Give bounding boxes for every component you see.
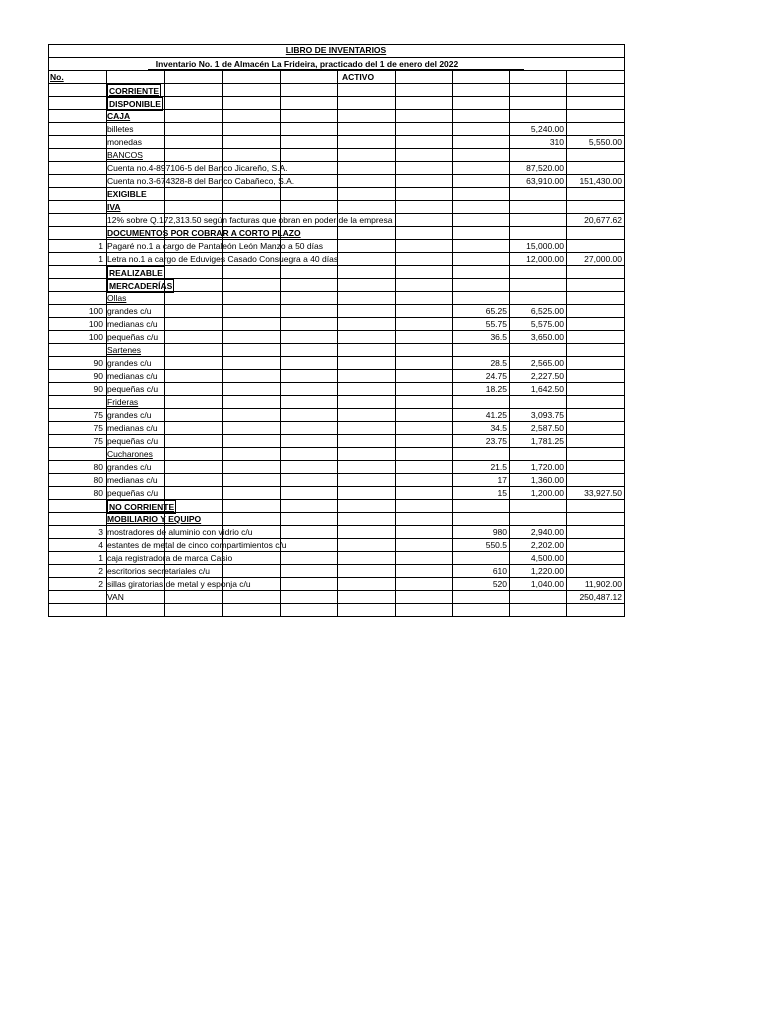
description-cell: monedas	[107, 137, 142, 147]
total-amount-cell: 5,550.00	[588, 137, 622, 147]
total-amount-cell: 11,902.00	[584, 579, 622, 589]
partial-amount-cell: 1,220.00	[530, 566, 564, 576]
column-divider	[395, 70, 396, 616]
total-amount-cell: 20,677.62	[584, 215, 622, 225]
unit-price-cell: 550.5	[485, 540, 507, 550]
table-row	[48, 109, 624, 122]
unit-price-cell: 23.75	[485, 436, 507, 446]
description-cell: NO CORRIENTE	[109, 502, 175, 512]
partial-amount-cell: 2,587.50	[530, 423, 564, 433]
column-divider	[222, 70, 223, 616]
table-row	[48, 590, 624, 603]
description-cell: medianas c/u	[107, 319, 158, 329]
description-cell: pequeñas c/u	[107, 488, 159, 498]
column-divider	[452, 70, 453, 616]
unit-price-cell: 980	[492, 527, 507, 537]
column-header-row	[48, 70, 624, 83]
partial-amount-cell: 87,520.00	[526, 163, 564, 173]
quantity-cell: 80	[93, 462, 103, 472]
table-row	[48, 369, 624, 382]
quantity-cell: 100	[88, 306, 103, 316]
title-row	[48, 44, 624, 57]
partial-amount-cell: 1,040.00	[530, 579, 564, 589]
unit-price-cell: 15	[497, 488, 507, 498]
partial-amount-cell: 15,000.00	[526, 241, 564, 251]
partial-amount-cell: 5,240.00	[530, 124, 564, 134]
description-cell: CAJA	[107, 111, 131, 121]
column-divider	[509, 70, 510, 616]
column-no-header: No.	[50, 72, 64, 82]
inventory-rows	[48, 83, 624, 616]
table-row	[48, 486, 624, 499]
table-row	[48, 122, 624, 135]
partial-amount-cell: 63,910.00	[526, 176, 564, 186]
table-row	[48, 343, 624, 356]
partial-amount-cell: 12,000.00	[526, 254, 564, 264]
table-row	[48, 239, 624, 252]
quantity-cell: 80	[93, 488, 103, 498]
table-row	[48, 447, 624, 460]
description-cell: pequeñas c/u	[107, 384, 159, 394]
description-cell: billetes	[107, 124, 134, 134]
description-cell: CORRIENTE	[109, 86, 160, 96]
quantity-cell: 75	[93, 436, 103, 446]
partial-amount-cell: 3,650.00	[530, 332, 564, 342]
table-row	[48, 148, 624, 161]
left-border	[48, 44, 49, 617]
partial-amount-cell: 4,500.00	[530, 553, 564, 563]
description-cell: estantes de metal de cinco compartimientos c/u	[107, 540, 287, 550]
description-cell: medianas c/u	[107, 423, 158, 433]
total-amount-cell: 250,487.12	[579, 592, 622, 602]
description-cell: Pagaré no.1 a cargo de Pantaleón León Manzo a 50 días	[107, 241, 323, 251]
table-row	[48, 213, 624, 226]
unit-price-cell: 18.25	[485, 384, 507, 394]
quantity-cell: 75	[93, 410, 103, 420]
table-row	[48, 473, 624, 486]
table-row	[48, 278, 624, 291]
top-border	[48, 44, 624, 45]
partial-amount-cell: 1,781.25	[530, 436, 564, 446]
description-cell: pequeñas c/u	[107, 436, 159, 446]
table-row	[48, 460, 624, 473]
unit-price-cell: 17	[497, 475, 507, 485]
table-row	[48, 226, 624, 239]
sheet-subtitle: Inventario No. 1 de Almacén La Frideira, practicado del 1 de enero del 2022	[148, 59, 525, 70]
total-amount-cell: 151,430.00	[579, 176, 622, 186]
table-row	[48, 330, 624, 343]
table-row	[48, 135, 624, 148]
partial-amount-cell: 2,202.00	[530, 540, 564, 550]
partial-amount-cell: 2,565.00	[530, 358, 564, 368]
column-divider	[337, 70, 338, 616]
description-cell: Frideras	[107, 397, 139, 407]
description-cell: Letra no.1 a cargo de Eduviges Casado Consuegra a 40 días	[107, 254, 339, 264]
quantity-cell: 75	[93, 423, 103, 433]
table-row	[48, 577, 624, 590]
column-divider	[566, 70, 567, 616]
inventory-sheet	[48, 44, 624, 616]
table-row	[48, 161, 624, 174]
table-row	[48, 564, 624, 577]
table-row	[48, 174, 624, 187]
unit-price-cell: 21.5	[490, 462, 507, 472]
partial-amount-cell: 1,642.50	[530, 384, 564, 394]
quantity-cell: 1	[98, 254, 103, 264]
description-cell: 12% sobre Q.172,313.50 según facturas que obran en poder de la empresa	[107, 215, 393, 225]
unit-price-cell: 34.5	[490, 423, 507, 433]
description-cell: Cuenta no.3-674328-8 del Banco Cabañeco, S.A.	[107, 176, 295, 186]
quantity-cell: 4	[98, 540, 103, 550]
bottom-border	[48, 616, 624, 617]
unit-price-cell: 24.75	[485, 371, 507, 381]
unit-price-cell: 28.5	[490, 358, 507, 368]
description-cell: grandes c/u	[107, 410, 152, 420]
description-cell: BANCOS	[107, 150, 143, 160]
table-row	[48, 434, 624, 447]
partial-amount-cell: 6,525.00	[530, 306, 564, 316]
column-divider	[164, 70, 165, 616]
partial-amount-cell: 1,720.00	[530, 462, 564, 472]
description-cell: REALIZABLE	[109, 268, 163, 278]
unit-price-cell: 520	[492, 579, 507, 589]
unit-price-cell: 41.25	[485, 410, 507, 420]
table-row	[48, 265, 624, 278]
quantity-cell: 100	[88, 319, 103, 329]
table-row	[48, 356, 624, 369]
partial-amount-cell: 3,093.75	[530, 410, 564, 420]
table-row	[48, 603, 624, 616]
description-cell: Cuenta no.4-897106-5 del Banco Jicareño, S.A.	[107, 163, 288, 173]
partial-amount-cell: 5,575.00	[530, 319, 564, 329]
quantity-cell: 100	[88, 332, 103, 342]
description-cell: grandes c/u	[107, 358, 152, 368]
description-cell: grandes c/u	[107, 462, 152, 472]
quantity-cell: 90	[93, 358, 103, 368]
table-row	[48, 96, 624, 109]
partial-amount-cell: 310	[549, 137, 564, 147]
table-row	[48, 317, 624, 330]
description-cell: grandes c/u	[107, 306, 152, 316]
partial-amount-cell: 2,940.00	[530, 527, 564, 537]
table-row	[48, 538, 624, 551]
partial-amount-cell: 2,227.50	[530, 371, 564, 381]
quantity-cell: 90	[93, 384, 103, 394]
unit-price-cell: 610	[492, 566, 507, 576]
unit-price-cell: 65.25	[485, 306, 507, 316]
partial-amount-cell: 1,200.00	[530, 488, 564, 498]
table-row	[48, 512, 624, 525]
right-border	[624, 44, 625, 617]
quantity-cell: 1	[98, 241, 103, 251]
description-cell: MOBILIARIO Y EQUIPO	[107, 514, 202, 524]
description-cell: MERCADERÍAS	[109, 281, 173, 291]
sheet-title: LIBRO DE INVENTARIOS	[285, 45, 387, 55]
description-cell: DISPONIBLE	[109, 99, 161, 109]
table-row	[48, 304, 624, 317]
quantity-cell: 80	[93, 475, 103, 485]
column-divider	[280, 70, 281, 616]
table-row	[48, 382, 624, 395]
table-row	[48, 252, 624, 265]
quantity-cell: 2	[98, 579, 103, 589]
description-cell: Cucharones	[107, 449, 153, 459]
unit-price-cell: 55.75	[485, 319, 507, 329]
description-cell: Ollas	[107, 293, 127, 303]
table-row	[48, 408, 624, 421]
description-cell: VAN	[107, 592, 124, 602]
table-row	[48, 200, 624, 213]
description-cell: Sartenes	[107, 345, 142, 355]
column-divider	[106, 70, 107, 616]
description-cell: caja registradora de marca Casio	[107, 553, 233, 563]
description-cell: pequeñas c/u	[107, 332, 159, 342]
description-cell: escritorios secretariales c/u	[107, 566, 210, 576]
table-row	[48, 499, 624, 512]
description-cell: medianas c/u	[107, 475, 158, 485]
description-cell: IVA	[107, 202, 121, 212]
quantity-cell: 3	[98, 527, 103, 537]
description-cell: medianas c/u	[107, 371, 158, 381]
unit-price-cell: 36.5	[490, 332, 507, 342]
table-row	[48, 83, 624, 96]
table-row	[48, 187, 624, 200]
total-amount-cell: 27,000.00	[584, 254, 622, 264]
description-cell: sillas giratorias de metal y esponja c/u	[107, 579, 251, 589]
description-cell: EXIGIBLE	[107, 189, 147, 199]
description-cell: mostradores de aluminio con vidrio c/u	[107, 527, 253, 537]
subtitle-row	[48, 57, 624, 70]
quantity-cell: 90	[93, 371, 103, 381]
table-row	[48, 525, 624, 538]
description-cell: DOCUMENTOS POR COBRAR A CORTO PLAZO	[107, 228, 301, 238]
table-row	[48, 395, 624, 408]
partial-amount-cell: 1,360.00	[530, 475, 564, 485]
table-row	[48, 551, 624, 564]
quantity-cell: 1	[98, 553, 103, 563]
table-row	[48, 291, 624, 304]
table-row	[48, 421, 624, 434]
column-activo-header: ACTIVO	[341, 72, 375, 82]
quantity-cell: 2	[98, 566, 103, 576]
total-amount-cell: 33,927.50	[584, 488, 622, 498]
